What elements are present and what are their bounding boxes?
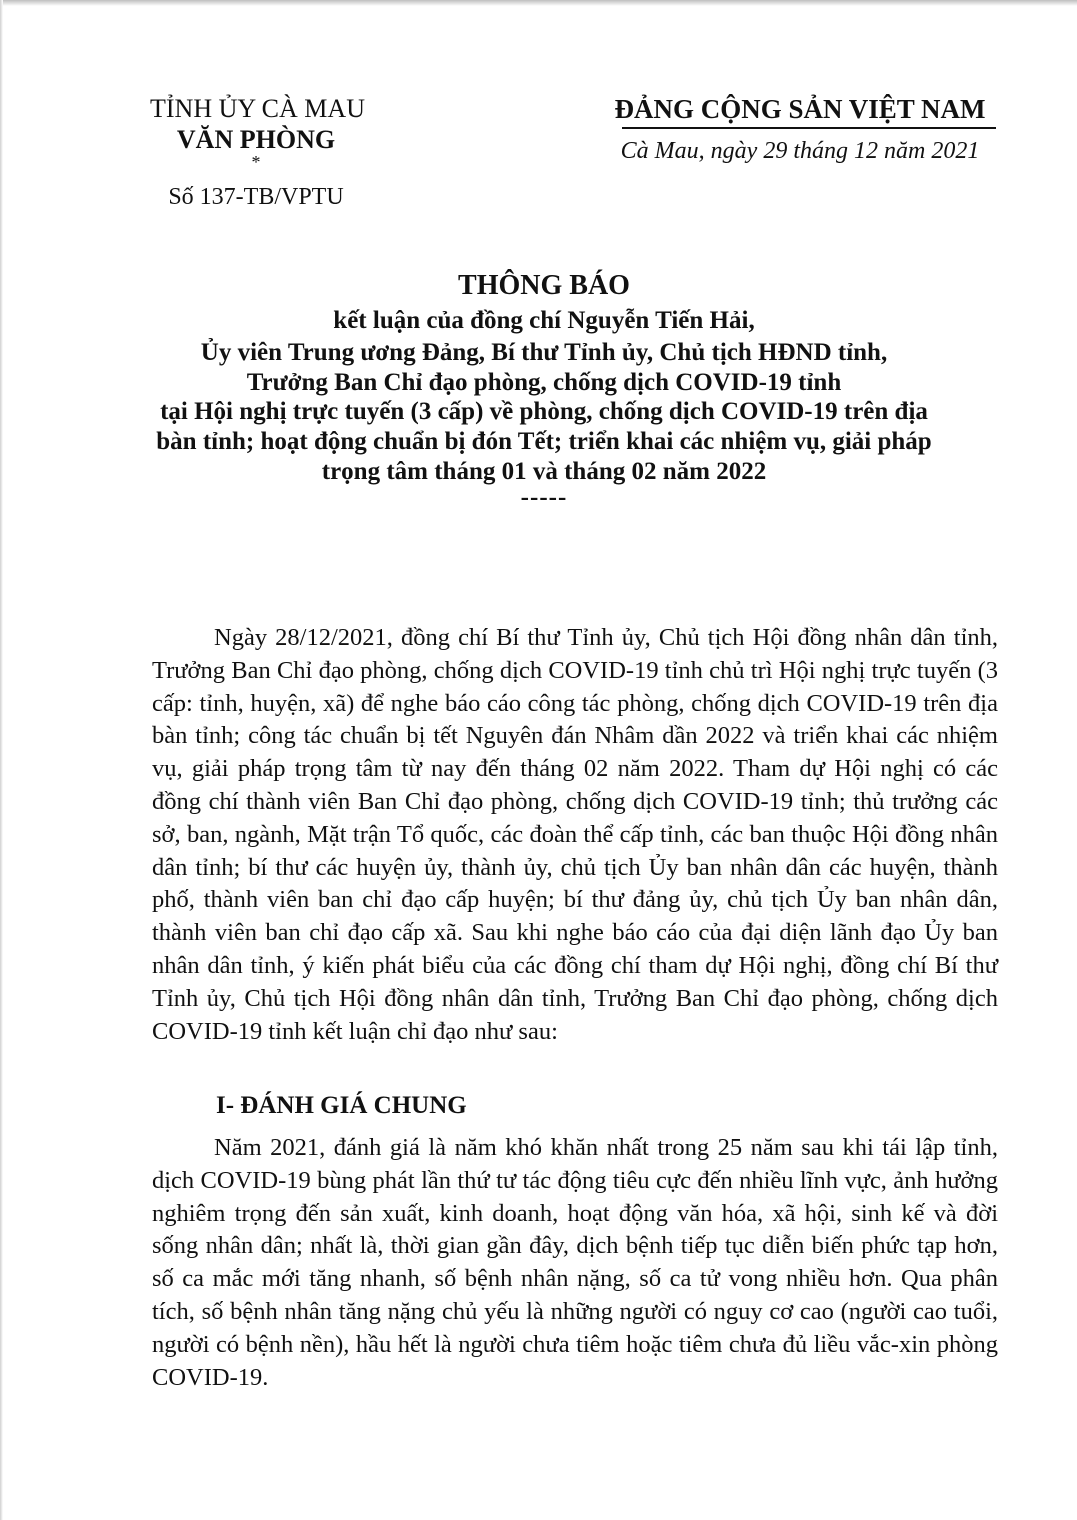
scan-edge-top [0,0,1077,6]
issuer-province: TỈNH ỦY CÀ MAU [150,94,365,123]
title-line: Trưởng Ban Chỉ đạo phòng, chống dịch COVID-19 tỉnh [246,369,842,396]
title-line: bàn tỉnh; hoạt động chuẩn bị đón Tết; triển khai các nhiệm vụ, giải pháp [156,428,932,455]
title-line: kết luận của đồng chí Nguyễn Tiến Hải, [333,307,755,334]
assessment-paragraph: Năm 2021, đánh giá là năm khó khăn nhất trong 25 năm sau khi tái lập tỉnh, dịch COVID-19 bùng phát lần thứ tư tác động tiêu cực đến nhiều lĩnh vực, ảnh hưởng nghiêm trọng đến sản xuất, kinh doanh, hoạt động văn hóa, xã hội, sinh kế và đời sống nhân dân; nhất là, thời gian gần đây, dịch bệnh tiếp tục diễn biến phức tạp hơn, số ca mắc mới tăng nhanh, số bệnh nhân nặng, số ca tử vong nhiều hơn. Qua phân tích, số bệnh nhân tăng nặng chủ yếu là những người có nguy cơ cao (người cao tuổi, người có bệnh nền), hầu hết là người chưa tiêm hoặc tiêm chưa đủ liều vắc-xin phòng COVID-19. [152,1134,998,1391]
party-name-underline [622,127,996,129]
section-heading: I- ĐÁNH GIÁ CHUNG [216,1092,467,1119]
title-line: Ủy viên Trung ương Đảng, Bí thư Tỉnh ủy, Chủ tịch HĐND tỉnh, [200,339,888,366]
issuer-office: VĂN PHÒNG [176,125,336,154]
scan-edge-left [0,0,3,1520]
document-title: THÔNG BÁO [458,270,630,301]
intro-paragraph: Ngày 28/12/2021, đồng chí Bí thư Tỉnh ủy, Chủ tịch Hội đồng nhân dân tỉnh, Trưởng Ban Chỉ đạo phòng, chống dịch COVID-19 tỉnh chủ trì Hội nghị trực tuyến (3 cấp: tỉnh, huyện, xã) để nghe báo cáo công tác phòng, chống dịch COVID-19 trên địa bàn tỉnh; công tác chuẩn bị tết Nguyên đán Nhâm dần 2022 và triển khai các nhiệm vụ, giải pháp trọng tâm từ nay đến tháng 02 năm 2022. Tham dự Hội nghị có các đồng chí thành viên Ban Chỉ đạo phòng, chống dịch COVID-19 tỉnh; thủ trưởng các sở, ban, ngành, Mặt trận Tổ quốc, các đoàn thể cấp tỉnh, các ban thuộc Hội đồng nhân dân tỉnh; bí thư các huyện ủy, thành ủy, chủ tịch Ủy ban nhân dân các huyện, thành phố, thành viên ban chỉ đạo cấp huyện; bí thư đảng ủy, chủ tịch Ủy ban nhân dân, thành viên ban chỉ đạo cấp xã. Sau khi nghe báo cáo của đại diện lãnh đạo Ủy ban nhân dân tỉnh, ý kiến phát biểu của các đồng chí tham dự Hội nghị, đồng chí Bí thư Tỉnh ủy, Chủ tịch Hội đồng nhân dân tỉnh, Trưởng Ban Chỉ đạo phòng, chống dịch COVID-19 tỉnh kết luận chỉ đạo như sau: [152,624,998,1045]
place-and-date: Cà Mau, ngày 29 tháng 12 năm 2021 [620,138,980,164]
header-star: * [251,152,261,172]
title-line: trọng tâm tháng 01 và tháng 02 năm 2022 [321,458,767,485]
document-number: Số 137-TB/VPTU [168,184,344,210]
party-name: ĐẢNG CỘNG SẢN VIỆT NAM [614,94,986,124]
title-separator: ----- [520,484,568,511]
title-line: tại Hội nghị trực tuyến (3 cấp) về phòng, chống dịch COVID-19 trên địa [160,398,928,425]
